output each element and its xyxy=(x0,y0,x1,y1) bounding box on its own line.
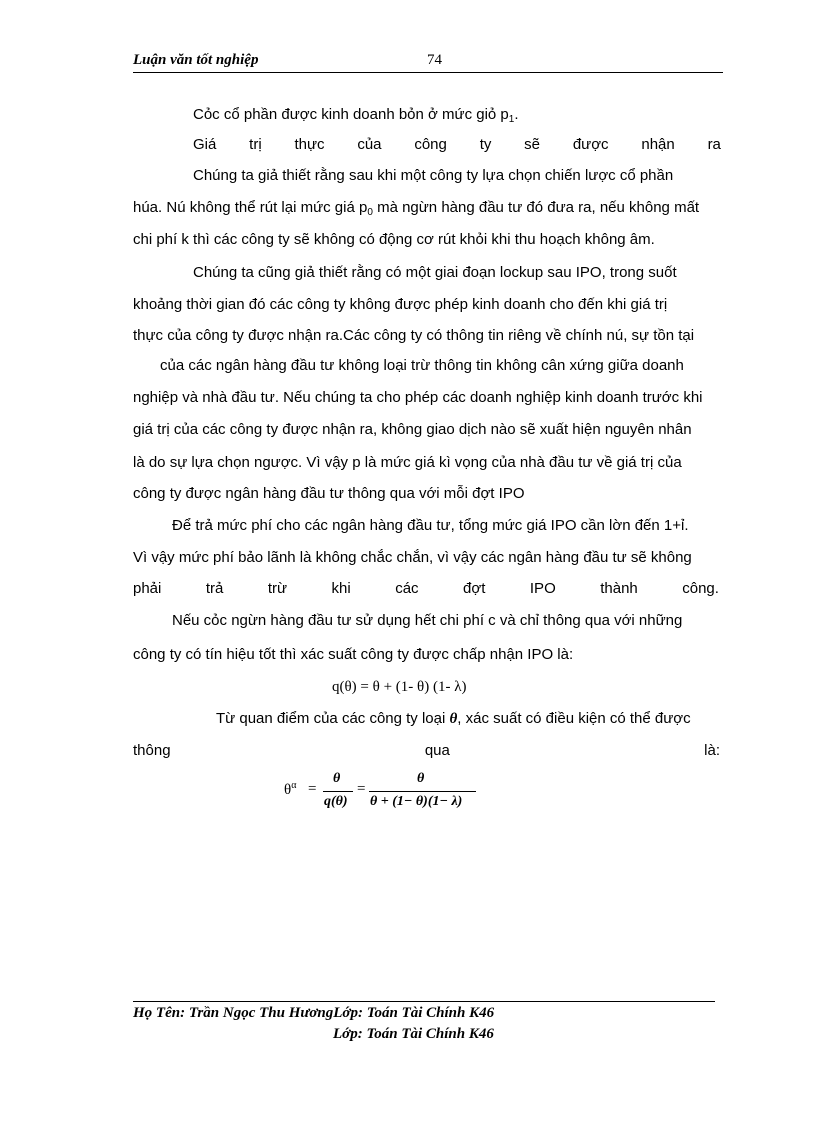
justified-word: của xyxy=(357,136,382,153)
body-line-16 xyxy=(133,580,719,598)
justified-word: là: xyxy=(704,742,720,759)
body-line-7: khoảng thời gian đó các công ty không được phép kinh doanh cho đến khi giá trị xyxy=(133,296,668,313)
body-text: Từ quan điểm của các công ty loại xyxy=(216,710,450,727)
body-line-1 xyxy=(193,106,519,124)
footer-author: Họ Tên: Trần Ngọc Thu HươngLớp: Toán Tài Chính K46 xyxy=(133,1005,495,1021)
body-line-6: Chúng ta cũng giả thiết rằng có một giai đoạn lockup sau IPO, trong suốt xyxy=(193,264,677,281)
justified-word: các xyxy=(395,580,419,597)
body-line-2 xyxy=(193,136,721,154)
justified-word: thành xyxy=(600,580,638,597)
eq-lhs-theta: θ xyxy=(284,782,292,798)
justified-word: thông xyxy=(133,742,171,759)
footer-class: Lớp: Toán Tài Chính K46 xyxy=(333,1026,494,1042)
eq-frac-bar-1 xyxy=(323,791,353,792)
eq-lhs xyxy=(284,780,296,799)
page-number: 74 xyxy=(427,52,442,68)
subscript: 1 xyxy=(508,114,515,125)
justified-word: được xyxy=(572,136,609,153)
justified-word: ty xyxy=(479,136,492,153)
justified-word: công xyxy=(414,136,447,153)
eq-frac-bar-2 xyxy=(369,791,476,792)
body-line-13: công ty được ngân hàng đầu tư thông qua với mỗi đợt IPO xyxy=(133,485,525,502)
body-line-9: của các ngân hàng đầu tư không loại trừ thông tin không cân xứng giữa doanh xyxy=(160,357,684,374)
body-line-12: là do sự lựa chọn ngược. Vì vậy p là mức giá kì vọng của nhà đầu tư về giá trị của xyxy=(133,454,682,471)
body-line-11: giá trị của các công ty được nhận ra, không giao dịch nào sẽ xuất hiện nguyên nhân xyxy=(133,421,692,438)
body-text: húa. Nú không thể rút lại mức giá p xyxy=(133,199,368,216)
justified-word: trị xyxy=(249,136,262,153)
body-line-18: công ty có tín hiệu tốt thì xác suất công ty được chấp nhận IPO là: xyxy=(133,646,574,663)
body-text: mà ngừn hàng đầu tư đó đưa ra, nếu không mất xyxy=(372,199,700,216)
justified-word: IPO xyxy=(529,580,556,597)
justified-word: đợt xyxy=(463,580,486,597)
eq-den-2: θ + (1− θ)(1− λ) xyxy=(370,794,463,809)
body-line-19 xyxy=(216,710,691,728)
eq-lhs-sup: α xyxy=(291,780,297,791)
footer-rule xyxy=(133,1001,715,1002)
eq-equals-2: = xyxy=(357,781,366,797)
body-text: Cỏc cổ phần được kinh doanh bỏn ở mức giỏ p xyxy=(193,106,509,123)
justified-word: Giá xyxy=(193,136,217,153)
justified-word: trừ xyxy=(267,580,288,597)
body-line-8: thực của công ty được nhận ra.Các công ty có thông tin riêng về chính nú, sự tồn tại xyxy=(133,327,695,344)
body-line-5: chi phí k thì các công ty sẽ không có động cơ rút khỏi khi thu hoạch không âm. xyxy=(133,231,655,248)
justified-word: phải xyxy=(133,580,162,597)
justified-word: trả xyxy=(205,580,224,597)
equation-q-theta: q(θ) = θ + (1- θ) (1- λ) xyxy=(332,679,467,695)
justified-word: nhận xyxy=(641,136,675,153)
body-line-4 xyxy=(133,199,699,217)
justified-word: thực xyxy=(294,136,325,153)
justified-word: khi xyxy=(331,580,351,597)
justified-word: sẽ xyxy=(524,136,541,153)
body-line-20 xyxy=(133,742,720,760)
eq-num-1: θ xyxy=(333,771,341,786)
justified-word: công. xyxy=(682,580,719,597)
header-title: Luận văn tốt nghiệp xyxy=(133,52,259,68)
header-rule xyxy=(133,72,723,73)
body-line-14: Để trả mức phí cho các ngân hàng đầu tư, tổng mức giá IPO cần lờn đến 1+ỉ. xyxy=(172,517,689,534)
theta-symbol: θ xyxy=(449,711,458,727)
body-line-3: Chúng ta giả thiết rằng sau khi một công ty lựa chọn chiến lược cổ phần xyxy=(193,167,674,184)
eq-num-2: θ xyxy=(417,771,425,786)
eq-den-1: q(θ) xyxy=(324,794,348,809)
body-line-10: nghiệp và nhà đầu tư. Nếu chúng ta cho phép các doanh nghiệp kinh doanh trước khi xyxy=(133,389,703,406)
eq-equals-1: = xyxy=(308,781,317,797)
justified-word: ra xyxy=(707,136,721,153)
body-text: . xyxy=(514,106,519,123)
body-text: , xác suất có điều kiện có thể được xyxy=(457,710,691,727)
subscript: 0 xyxy=(367,207,373,218)
body-line-17: Nếu cỏc ngừn hàng đầu tư sử dụng hết chi phí c và chỉ thông qua với những xyxy=(172,612,683,629)
body-line-15: Vì vậy mức phí bảo lãnh là không chắc chắn, vì vậy các ngân hàng đầu tư sẽ không xyxy=(133,549,692,566)
justified-word: qua xyxy=(424,742,450,759)
